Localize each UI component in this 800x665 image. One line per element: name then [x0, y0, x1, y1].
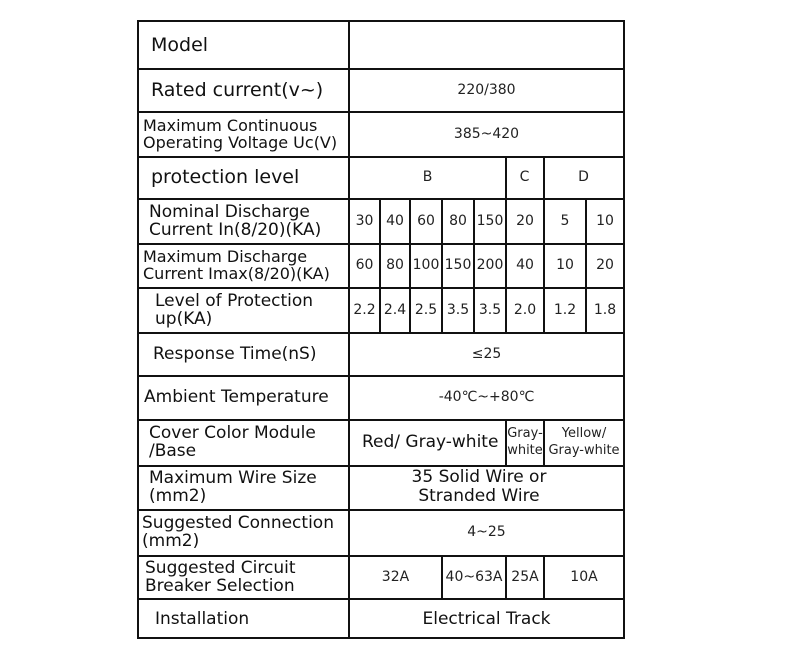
- value-cell: 80: [449, 212, 467, 229]
- cover-color-b: Red/ Gray-white: [362, 431, 499, 452]
- value-cell: 60: [417, 212, 435, 229]
- column-divider: [441, 555, 443, 598]
- column-divider: [543, 555, 545, 598]
- value-cell: 1.8: [593, 301, 617, 318]
- row-protection-level: [139, 156, 623, 198]
- level-protection-label: Level of Protection up(KA): [155, 290, 314, 329]
- breaker-value: 40~63A: [445, 568, 503, 585]
- value-cell: 2.0: [513, 301, 537, 318]
- max-discharge-label: Maximum Discharge Current Imax(8/20)(KA): [143, 247, 330, 283]
- protection-level-label: protection level: [151, 166, 300, 188]
- response-time-value: ≤25: [471, 345, 502, 362]
- protection-level-c: C: [519, 169, 530, 185]
- value-cell: 100: [412, 257, 440, 273]
- row-cover-color: [139, 419, 623, 465]
- value-cell: 60: [355, 257, 374, 273]
- row-max-discharge: [139, 243, 623, 287]
- installation-value: Electrical Track: [422, 608, 551, 629]
- max-wire-value: 35 Solid Wire or Stranded Wire: [411, 467, 547, 506]
- rated-current-value: 220/380: [457, 81, 516, 98]
- value-cell: 80: [386, 257, 404, 273]
- value-cell: 10: [556, 257, 574, 273]
- installation-label: Installation: [155, 608, 250, 629]
- row-ambient-temp: [139, 375, 623, 419]
- ambient-temp-label: Ambient Temperature: [144, 387, 329, 407]
- cover-color-c: Gray-white: [507, 426, 543, 458]
- value-cell: 3.5: [446, 301, 470, 318]
- value-cell: 5: [560, 212, 570, 229]
- row-max-voltage: [139, 111, 623, 156]
- value-cell: 2.4: [383, 301, 407, 318]
- value-cell: 20: [516, 212, 534, 229]
- column-divider: [543, 419, 545, 465]
- nominal-discharge-label: Nominal Discharge Current In(8/20)(KA): [149, 201, 322, 240]
- value-cell: 10: [596, 212, 614, 229]
- column-divider: [505, 555, 507, 598]
- value-cell: 150: [476, 212, 504, 229]
- breaker-label: Suggested Circuit Breaker Selection: [145, 557, 296, 596]
- model-value: [350, 22, 623, 68]
- row-response-time: [139, 332, 623, 375]
- value-cell: 30: [355, 212, 374, 229]
- value-cell: 2.5: [414, 301, 438, 318]
- value-cell: 150: [444, 257, 472, 273]
- row-nominal-discharge: [139, 198, 623, 243]
- row-level-protection: [139, 287, 623, 332]
- value-cell: 200: [476, 257, 504, 273]
- row-installation: [139, 598, 623, 639]
- suggested-connection-label: Suggested Connection (mm2): [142, 513, 334, 551]
- model-label: Model: [151, 34, 209, 56]
- row-model: [139, 22, 623, 68]
- max-wire-label: Maximum Wire Size (mm2): [149, 468, 317, 506]
- row-suggested-connection: [139, 509, 623, 555]
- value-cell: 20: [596, 257, 614, 273]
- value-cell: 3.5: [478, 301, 502, 318]
- response-time-label: Response Time(nS): [153, 343, 317, 364]
- spec-table: [137, 20, 625, 639]
- suggested-connection-value: 4~25: [467, 524, 506, 540]
- row-max-wire: [139, 465, 623, 509]
- breaker-value: 32A: [381, 568, 410, 585]
- cover-color-label: Cover Color Module /Base: [149, 423, 316, 461]
- breaker-value: 10A: [570, 568, 598, 585]
- value-cell: 40: [516, 257, 534, 273]
- cover-color-d: Yellow/ Gray-white: [548, 426, 620, 458]
- value-cell: 1.2: [553, 301, 577, 318]
- column-divider: [505, 419, 507, 465]
- max-voltage-value: 385~420: [453, 125, 520, 142]
- row-breaker: [139, 555, 623, 598]
- rated-current-label: Rated current(v~): [151, 78, 324, 101]
- protection-level-b: B: [422, 169, 433, 185]
- breaker-value: 25A: [511, 568, 539, 585]
- max-voltage-label: Maximum Continuous Operating Voltage Uc(V): [143, 115, 338, 152]
- row-rated-current: [139, 68, 623, 111]
- value-cell: 2.2: [353, 301, 376, 318]
- value-cell: 40: [386, 212, 404, 229]
- ambient-temp-value: -40℃~+80℃: [438, 389, 535, 405]
- protection-level-d: D: [578, 169, 589, 185]
